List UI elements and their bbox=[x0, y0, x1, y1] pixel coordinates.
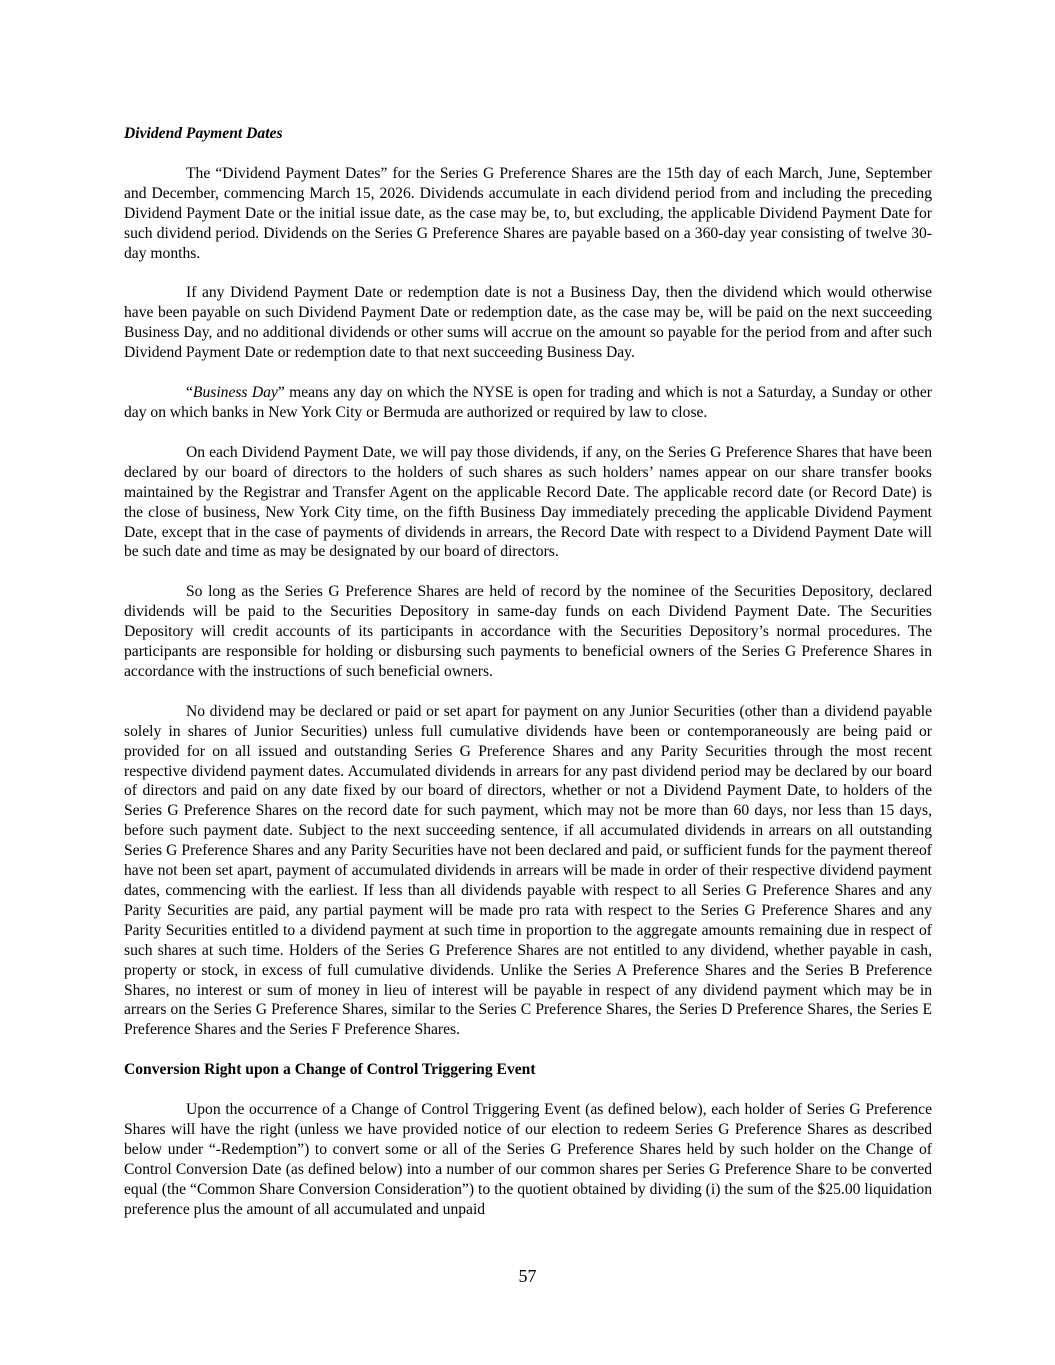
page-number: 57 bbox=[518, 1266, 537, 1286]
section-heading-dividend-payment-dates: Dividend Payment Dates bbox=[124, 125, 283, 142]
document-page bbox=[124, 124, 932, 1220]
paragraph-business-day-adjustment: If any Dividend Payment Date or redemption date is not a Business Day, then the dividend which would otherwise have been payable on such Dividend Payment Date or redemption date, as the case may be, will be paid on the next succeeding Business Day, and no additional dividends or other sums will accrue on the amount so payable for the period from and after such Dividend Payment Date or redemption date to that next succeeding Business Day. bbox=[124, 284, 932, 362]
paragraph-dividend-payment-dates-definition: The “Dividend Payment Dates” for the Series G Preference Shares are the 15th day of each March, June, September and December, commencing March 15, 2026. Dividends accumulate in each dividend period from and including the preceding Dividend Payment Date or the initial issue date, as the case may be, to, but excluding, the applicable Dividend Payment Date for such dividend period. Dividends on the Series G Preference Shares are payable based on a 360-day year consisting of twelve 30-day months. bbox=[124, 164, 932, 262]
paragraph-conversion-right: Upon the occurrence of a Change of Control Triggering Event (as defined below), each holder of Series G Preference Shares will have the right (unless we have provided notice of our election to redeem Series G Preference Shares as described below under “-Redemption”) to convert some or all of the Series G Preference Shares held by such holder on the Change of Control Conversion Date (as defined below) into a number of our common shares per Series G Preference Share to be converted equal (the “Common Share Conversion Consideration”) to the quotient obtained by dividing (i) the sum of the $25.00 liquidation preference plus the amount of all accumulated and unpaid bbox=[124, 1101, 932, 1218]
paragraph-junior-securities-restriction: No dividend may be declared or paid or set apart for payment on any Junior Securities (other than a dividend payable solely in shares of Junior Securities) unless full cumulative dividends have been or contemporaneously are being paid or provided for on all issued and outstanding Series G Preference Shares and any Parity Securities through the most recent respective dividend payment dates. Accumulated dividends in arrears for any past dividend period may be declared by our board of directors and paid on any date fixed by our board of directors, whether or not a Dividend Payment Date, to holders of the Series G Preference Shares on the record date for such payment, which may not be more than 60 days, nor less than 15 days, before such payment date. Subject to the next succeeding sentence, if all accumulated dividends in arrears on all outstanding Series G Preference Shares and any Parity Securities have not been declared and paid, or sufficient funds for the payment thereof have not been set apart, payment of accumulated dividends in arrears will be made in order of their respective dividend payment dates, commencing with the earliest. If less than all dividends payable with respect to all Series G Preference Shares and any Parity Securities are paid, any partial payment will be made pro rata with respect to the Series G Preference Shares and any Parity Securities entitled to a dividend payment at such time in proportion to the aggregate amounts remaining due in respect of such shares at such time. Holders of the Series G Preference Shares are not entitled to any dividend, whether payable in cash, property or stock, in excess of full cumulative dividends. Unlike the Series A Preference Shares and the Series B Preference Shares, no interest or sum of money in lieu of interest will be payable in respect of any dividend payment which may be in arrears on the Series G Preference Shares, similar to the Series C Preference Shares, the Series D Preference Shares, the Series E Preference Shares and the Series F Preference Shares. bbox=[124, 702, 932, 1039]
section-heading-conversion-right: Conversion Right upon a Change of Control Triggering Event bbox=[124, 1061, 536, 1079]
paragraph-business-day-definition bbox=[124, 383, 932, 423]
paragraph-securities-depository: So long as the Series G Preference Shares are held of record by the nominee of the Securities Depository, declared dividends will be paid to the Securities Depository in same-day funds on each Dividend Payment Date. The Securities Depository will credit accounts of its participants in accordance with the Securities Depository’s normal procedures. The participants are responsible for holding or disbursing such payments to beneficial owners of the Series G Preference Shares in accordance with the instructions of such beneficial owners. bbox=[124, 583, 932, 680]
business-day-definition-text: ” means any day on which the NYSE is open for trading and which is not a Saturday, a Sunday or other day on which banks in New York City or Bermuda are authorized or required by law to close. bbox=[124, 384, 932, 421]
paragraph-record-date: On each Dividend Payment Date, we will pay those dividends, if any, on the Series G Preference Shares that have been declared by our board of directors to the holders of such shares as such holders’ names appear on our share transfer books maintained by the Registrar and Transfer Agent on the applicable Record Date. The applicable record date (or Record Date) is the close of business, New York City time, on the fifth Business Day immediately preceding the applicable Dividend Payment Date, except that in the case of payments of dividends in arrears, the Record Date with respect to a Dividend Payment Date will be such date and time as may be designated by our board of directors. bbox=[124, 443, 932, 561]
defined-term-business-day: Business Day bbox=[192, 384, 278, 402]
open-quote: “ bbox=[186, 384, 193, 402]
